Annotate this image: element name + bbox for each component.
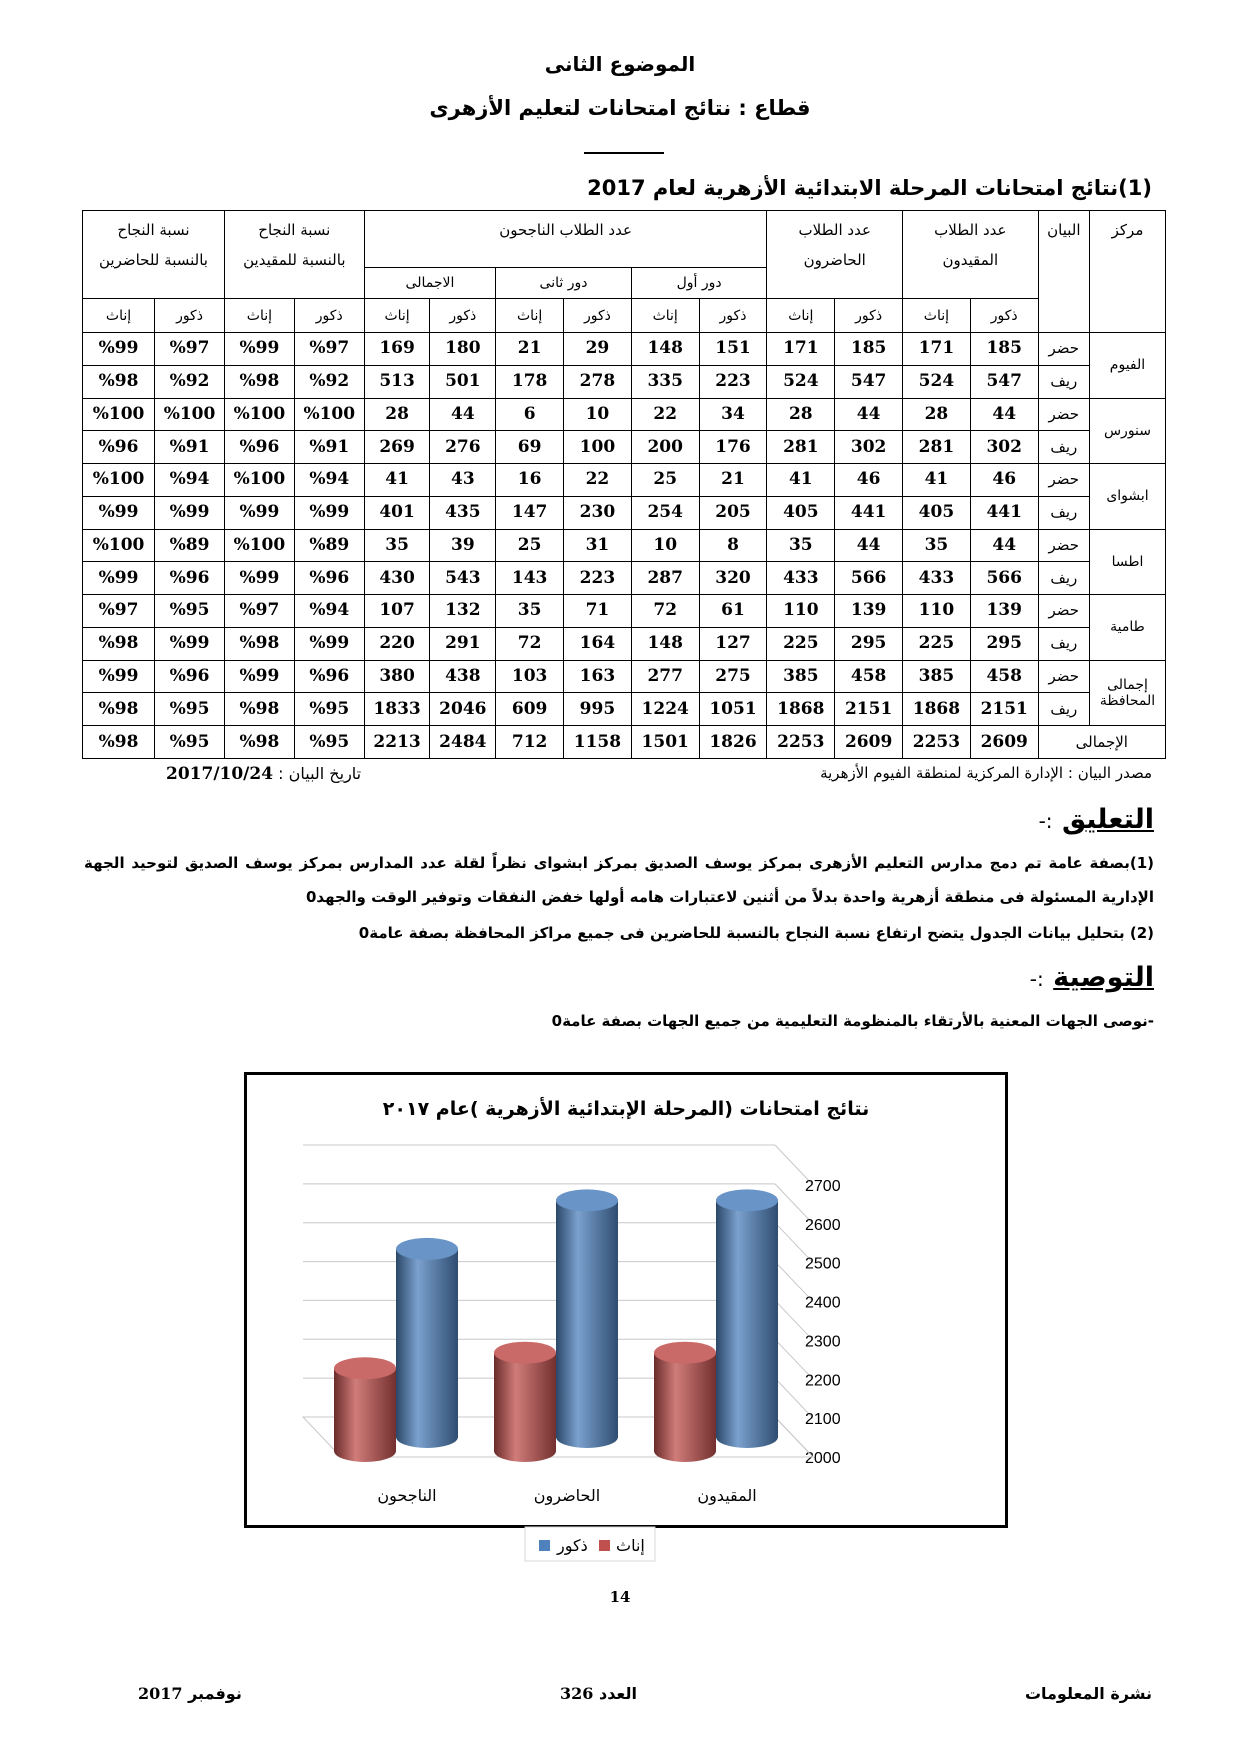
table-cell: 441 (835, 496, 903, 529)
table-row (83, 496, 1166, 529)
bar-top (334, 1357, 396, 1379)
center-name: سنورس (1089, 398, 1165, 464)
table-cell: 39 (430, 529, 496, 562)
header-second-round: دور ثانى (496, 268, 632, 299)
header-enrolled: عدد الطلاب المقيدون (903, 211, 1039, 299)
table-cell: 10 (631, 529, 699, 562)
table-cell: 139 (835, 595, 903, 628)
table-cell: 100 (564, 431, 632, 464)
table-cell: 107 (364, 595, 430, 628)
row-type: ريف (1038, 496, 1089, 529)
chart-frame (244, 1072, 1008, 1555)
table-cell: 44 (430, 398, 496, 431)
header-first-round: دور أول (631, 268, 767, 299)
center-name: الفيوم (1089, 333, 1165, 399)
gender-header-female: إناث (496, 299, 564, 333)
table-cell: 34 (699, 398, 767, 431)
table-cell: 524 (903, 365, 971, 398)
table-row (83, 562, 1166, 595)
table-cell: 164 (564, 627, 632, 660)
table-cell: 1868 (903, 693, 971, 726)
table-cell: 29 (564, 333, 632, 366)
table-cell: 269 (364, 431, 430, 464)
table-row (83, 333, 1166, 366)
gender-header-male: ذكور (699, 299, 767, 333)
table-cell: 278 (564, 365, 632, 398)
table-cell: 163 (564, 660, 632, 693)
table-cell: %99 (224, 496, 294, 529)
table-cell: 223 (699, 365, 767, 398)
header-present: عدد الطلاب الحاضرون (767, 211, 903, 299)
table-cell: 2151 (835, 693, 903, 726)
total-cell: 712 (496, 726, 564, 759)
bar-chart (247, 1075, 1005, 1555)
table-cell: 41 (903, 464, 971, 497)
table-cell: 543 (430, 562, 496, 595)
table-cell: 458 (970, 660, 1038, 693)
table-cell: 22 (564, 464, 632, 497)
table-cell: 433 (903, 562, 971, 595)
table-cell: %96 (224, 431, 294, 464)
bar-male (716, 1200, 778, 1448)
table-cell: 513 (364, 365, 430, 398)
legend-swatch-female (599, 1540, 610, 1551)
y-tick-label: 2000 (805, 1450, 841, 1467)
table-cell: %92 (155, 365, 225, 398)
table-cell: %98 (224, 693, 294, 726)
table-cell: 380 (364, 660, 430, 693)
legend-label-male: ذكور (557, 1536, 588, 1555)
table-cell: 151 (699, 333, 767, 366)
row-type: ريف (1038, 627, 1089, 660)
total-cell: 2253 (903, 726, 971, 759)
header-center: مركز (1089, 211, 1165, 333)
comment-heading: التعليق :- (1038, 804, 1154, 835)
table-cell: 148 (631, 627, 699, 660)
total-cell: 1501 (631, 726, 699, 759)
table-cell: 110 (767, 595, 835, 628)
table-cell: 103 (496, 660, 564, 693)
table-cell: 1868 (767, 693, 835, 726)
table-cell: %89 (155, 529, 225, 562)
table-cell: 31 (564, 529, 632, 562)
table-cell: %96 (83, 431, 155, 464)
table-cell: %95 (294, 693, 364, 726)
center-name: ابشواى (1089, 464, 1165, 530)
table-cell: 223 (564, 562, 632, 595)
table-cell: 8 (699, 529, 767, 562)
row-type: حضر (1038, 333, 1089, 366)
table-cell: 180 (430, 333, 496, 366)
header-rate-present: نسبة النجاح بالنسبة للحاضرين (83, 211, 225, 299)
table-cell: %99 (294, 496, 364, 529)
total-cell: %95 (294, 726, 364, 759)
bar-male (396, 1249, 458, 1448)
bar-female (654, 1353, 716, 1462)
table-cell: 148 (631, 333, 699, 366)
table-cell: 43 (430, 464, 496, 497)
table-cell: 1224 (631, 693, 699, 726)
comment-paragraph-1: (1)بصفة عامة تم دمج مدارس التعليم الأزهرى بمركز يوسف الصديق بمركز ابشواى نظراً لقلة عدد المدارس بمركز يوسف الصديق لتوحيد الجهة الإدارية المسئولة فى منطقة أزهرية واحدة بدلاً من أثنين لاعتبارات هامه أولها خفض النفقات وتوفير الوقت والجهد0 (84, 854, 1154, 906)
table-cell: 171 (767, 333, 835, 366)
legend-label-female: إناث (616, 1536, 645, 1555)
table-row (83, 464, 1166, 497)
table-cell: 35 (903, 529, 971, 562)
gender-header-female: إناث (364, 299, 430, 333)
total-cell: 2253 (767, 726, 835, 759)
table-cell: 69 (496, 431, 564, 464)
total-cell: 2609 (970, 726, 1038, 759)
table-cell: 28 (767, 398, 835, 431)
table-row (83, 398, 1166, 431)
table-cell: %99 (224, 660, 294, 693)
total-cell: 2484 (430, 726, 496, 759)
table-cell: 205 (699, 496, 767, 529)
table-cell: 401 (364, 496, 430, 529)
footer-date: نوفمبر 2017 (138, 1684, 242, 1703)
table-row (83, 529, 1166, 562)
table-cell: 44 (835, 398, 903, 431)
table-cell: %98 (83, 365, 155, 398)
table-cell: 281 (767, 431, 835, 464)
bar-top (494, 1342, 556, 1364)
table-cell: %99 (224, 562, 294, 595)
gender-header-female: إناث (224, 299, 294, 333)
chart-title: نتائج امتحانات (المرحلة الإبتدائية الأزهرية )عام ٢٠١٧ (382, 1098, 870, 1120)
table-cell: %95 (155, 693, 225, 726)
table-cell: 430 (364, 562, 430, 595)
gender-header-female: إناث (631, 299, 699, 333)
table-cell: %96 (155, 660, 225, 693)
row-type: حضر (1038, 660, 1089, 693)
y-tick-label: 2500 (805, 1255, 841, 1273)
bar-top (396, 1238, 458, 1260)
bar-top (716, 1189, 778, 1211)
gender-header-female: إناث (767, 299, 835, 333)
table-cell: 2151 (970, 693, 1038, 726)
table-cell: 609 (496, 693, 564, 726)
table-cell: 35 (767, 529, 835, 562)
total-cell: 2609 (835, 726, 903, 759)
table-cell: 46 (970, 464, 1038, 497)
center-name: إجمالى المحافظة (1089, 660, 1165, 726)
table-cell: %99 (224, 333, 294, 366)
table-cell: 276 (430, 431, 496, 464)
total-label: الإجمالى (1038, 726, 1165, 759)
table-cell: %100 (224, 529, 294, 562)
table-cell: 147 (496, 496, 564, 529)
table-cell: 1051 (699, 693, 767, 726)
data-source: مصدر البيان : الإدارة المركزية لمنطقة الفيوم الأزهرية (820, 764, 1152, 782)
table-cell: 25 (496, 529, 564, 562)
table-cell: 110 (903, 595, 971, 628)
table-cell: 1833 (364, 693, 430, 726)
total-cell: 2213 (364, 726, 430, 759)
gender-header-male: ذكور (970, 299, 1038, 333)
table-cell: 35 (496, 595, 564, 628)
table-cell: 385 (903, 660, 971, 693)
table-cell: 230 (564, 496, 632, 529)
row-type: حضر (1038, 464, 1089, 497)
row-type: ريف (1038, 562, 1089, 595)
table-cell: 2046 (430, 693, 496, 726)
comment-paragraph-2: (2) بتحليل بيانات الجدول يتضح ارتفاع نسبة النجاح بالنسبة للحاضرين فى جميع مراكز المحافظة بصفة عامة0 (358, 924, 1154, 942)
table-cell: 458 (835, 660, 903, 693)
table-cell: 132 (430, 595, 496, 628)
table-cell: 72 (631, 595, 699, 628)
center-name: اطسا (1089, 529, 1165, 595)
table-row (83, 627, 1166, 660)
table-cell: 185 (835, 333, 903, 366)
y-tick-label: 2200 (805, 1372, 841, 1390)
table-cell: 44 (835, 529, 903, 562)
bar-top (556, 1189, 618, 1211)
y-tick-label: 2100 (805, 1411, 841, 1429)
table-cell: 335 (631, 365, 699, 398)
table-cell: 501 (430, 365, 496, 398)
table-cell: 405 (903, 496, 971, 529)
table-cell: 254 (631, 496, 699, 529)
table-cell: %98 (224, 365, 294, 398)
footer-issue: العدد 326 (560, 1684, 637, 1703)
table-cell: %92 (294, 365, 364, 398)
table-cell: %94 (155, 464, 225, 497)
table-cell: %91 (155, 431, 225, 464)
data-date: تاريخ البيان : 2017/10/24 (166, 764, 362, 784)
table-cell: %95 (155, 595, 225, 628)
table-row (83, 660, 1166, 693)
table-cell: 139 (970, 595, 1038, 628)
table-cell: 127 (699, 627, 767, 660)
table-cell: 44 (970, 529, 1038, 562)
table-cell: %99 (83, 496, 155, 529)
x-category-label: الحاضرون (533, 1486, 601, 1505)
table-cell: 41 (767, 464, 835, 497)
gender-header-male: ذكور (835, 299, 903, 333)
table-cell: %99 (155, 627, 225, 660)
table-cell: 220 (364, 627, 430, 660)
table-cell: 185 (970, 333, 1038, 366)
table-cell: %100 (294, 398, 364, 431)
header-divider (584, 152, 664, 154)
table-cell: 46 (835, 464, 903, 497)
gender-header-male: ذكور (430, 299, 496, 333)
header-item: البيان (1038, 211, 1089, 333)
bar-top (654, 1342, 716, 1364)
table-cell: %96 (294, 660, 364, 693)
table-cell: 22 (631, 398, 699, 431)
legend-swatch-male (539, 1540, 550, 1551)
table-cell: %99 (83, 333, 155, 366)
table-cell: 21 (699, 464, 767, 497)
row-type: ريف (1038, 431, 1089, 464)
table-cell: 405 (767, 496, 835, 529)
table-cell: %98 (224, 627, 294, 660)
table-cell: 547 (835, 365, 903, 398)
x-category-label: المقيدون (697, 1486, 757, 1505)
gender-header-female: إناث (83, 299, 155, 333)
table-title: (1)نتائج امتحانات المرحلة الابتدائية الأزهرية لعام 2017 (587, 176, 1152, 200)
recommendation-heading: التوصية :- (1029, 962, 1154, 993)
total-cell: %95 (155, 726, 225, 759)
table-cell: %96 (294, 562, 364, 595)
table-cell: 295 (970, 627, 1038, 660)
table-cell: 41 (364, 464, 430, 497)
table-cell: %98 (83, 627, 155, 660)
table-cell: %98 (83, 693, 155, 726)
row-type: حضر (1038, 595, 1089, 628)
sector-title: قطاع : نتائج امتحانات لتعليم الأزهرى (429, 96, 811, 120)
table-cell: %97 (155, 333, 225, 366)
row-type: حضر (1038, 529, 1089, 562)
table-cell: %100 (83, 464, 155, 497)
table-cell: 566 (835, 562, 903, 595)
table-cell: 28 (903, 398, 971, 431)
total-row (83, 726, 1166, 759)
table-cell: 433 (767, 562, 835, 595)
gender-header-male: ذكور (155, 299, 225, 333)
table-row (83, 365, 1166, 398)
bar-male (556, 1200, 618, 1448)
table-cell: %99 (155, 496, 225, 529)
table-cell: 35 (364, 529, 430, 562)
table-cell: %91 (294, 431, 364, 464)
table-cell: 438 (430, 660, 496, 693)
table-cell: 995 (564, 693, 632, 726)
table-cell: 291 (430, 627, 496, 660)
table-cell: 225 (903, 627, 971, 660)
table-cell: 16 (496, 464, 564, 497)
table-cell: 435 (430, 496, 496, 529)
table-cell: 169 (364, 333, 430, 366)
table-cell: %97 (224, 595, 294, 628)
table-cell: 277 (631, 660, 699, 693)
results-table (82, 210, 1166, 759)
page-number: 14 (609, 1588, 631, 1606)
table-cell: 25 (631, 464, 699, 497)
table-cell: 295 (835, 627, 903, 660)
table-cell: %97 (294, 333, 364, 366)
table-cell: 143 (496, 562, 564, 595)
table-cell: %100 (83, 398, 155, 431)
table-cell: 21 (496, 333, 564, 366)
table-cell: 320 (699, 562, 767, 595)
table-row (83, 431, 1166, 464)
table-cell: 178 (496, 365, 564, 398)
y-tick-label: 2300 (805, 1333, 841, 1351)
table-cell: 524 (767, 365, 835, 398)
table-cell: %100 (224, 398, 294, 431)
total-cell: %98 (224, 726, 294, 759)
y-tick-label: 2700 (805, 1178, 841, 1195)
table-cell: 10 (564, 398, 632, 431)
gender-header-female: إناث (903, 299, 971, 333)
header-rate-enrolled: نسبة النجاح بالنسبة للمقيدين (224, 211, 364, 299)
table-row (83, 693, 1166, 726)
y-tick-label: 2400 (805, 1294, 841, 1312)
table-cell: 171 (903, 333, 971, 366)
bar-female (334, 1368, 396, 1462)
table-cell: 385 (767, 660, 835, 693)
table-cell: %97 (83, 595, 155, 628)
y-tick-label: 2600 (805, 1216, 841, 1234)
table-cell: 200 (631, 431, 699, 464)
table-cell: 281 (903, 431, 971, 464)
gender-header-row (83, 299, 1166, 333)
table-cell: %99 (294, 627, 364, 660)
table-cell: %94 (294, 595, 364, 628)
table-cell: 302 (970, 431, 1038, 464)
page-topic: الموضوع الثانى (544, 52, 696, 76)
bar-female (494, 1353, 556, 1462)
header-passed-total: الاجمالى (364, 268, 496, 299)
gender-header-male: ذكور (294, 299, 364, 333)
table-cell: %100 (83, 529, 155, 562)
table-cell: 441 (970, 496, 1038, 529)
table-cell: %94 (294, 464, 364, 497)
table-cell: %99 (83, 660, 155, 693)
table-cell: 287 (631, 562, 699, 595)
table-cell: 44 (970, 398, 1038, 431)
table-cell: 6 (496, 398, 564, 431)
table-cell: 71 (564, 595, 632, 628)
table-cell: 302 (835, 431, 903, 464)
table-cell: 28 (364, 398, 430, 431)
table-cell: %100 (155, 398, 225, 431)
table-cell: %99 (83, 562, 155, 595)
row-type: ريف (1038, 693, 1089, 726)
table-cell: 72 (496, 627, 564, 660)
center-name: طامية (1089, 595, 1165, 661)
table-cell: 61 (699, 595, 767, 628)
table-row (83, 595, 1166, 628)
total-cell: 1826 (699, 726, 767, 759)
total-cell: %98 (83, 726, 155, 759)
table-cell: 176 (699, 431, 767, 464)
row-type: حضر (1038, 398, 1089, 431)
recommendation-paragraph: -نوصى الجهات المعنية بالأرتقاء بالمنظومة التعليمية من جميع الجهات بصفة عامة0 (551, 1012, 1154, 1030)
total-cell: 1158 (564, 726, 632, 759)
table-cell: %96 (155, 562, 225, 595)
table-cell: %100 (224, 464, 294, 497)
table-cell: 547 (970, 365, 1038, 398)
table-cell: 225 (767, 627, 835, 660)
table-cell: %89 (294, 529, 364, 562)
table-cell: 566 (970, 562, 1038, 595)
table-cell: 275 (699, 660, 767, 693)
row-type: ريف (1038, 365, 1089, 398)
gender-header-male: ذكور (564, 299, 632, 333)
footer-publication: نشرة المعلومات (1024, 1684, 1152, 1703)
x-category-label: الناجحون (377, 1486, 437, 1505)
header-passed: عدد الطلاب الناجحون (364, 211, 767, 268)
